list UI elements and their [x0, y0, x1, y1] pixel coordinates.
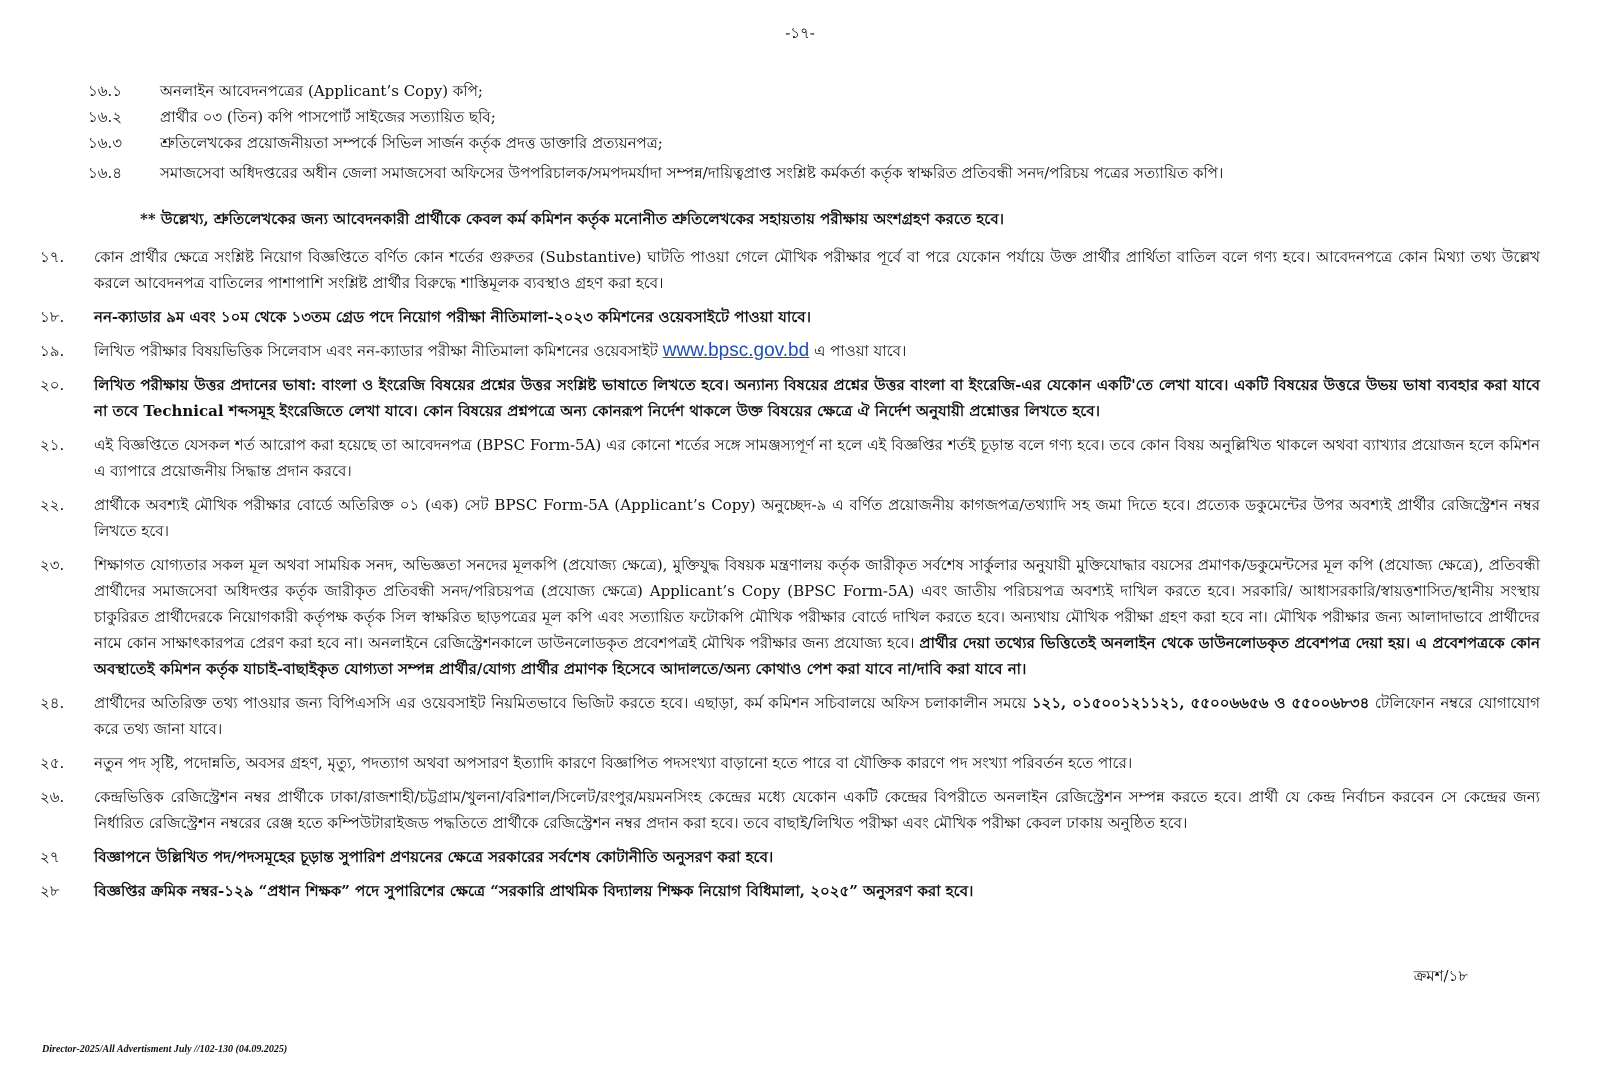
scribe-note: ** উল্লেখ্য, শ্রুতিলেখকের জন্য আবেদনকারী প্রার্থীকে কেবল কর্ম কমিশন কর্তৃক মনোনীত শ্রুতিলেখকের সহায়তায় পরীক্ষায় অংশগ্রহণ করতে হবে। [140, 210, 1005, 228]
sub-item-text: সমাজসেবা অধিদপ্তরের অধীন জেলা সমাজসেবা অফিসের উপপরিচালক/সমপদমর্যাদা সম্পন্ন/দায়িত্বপ্রাপ্ত সংশ্লিষ্ট কর্মকর্তা কর্তৃক স্বাক্ষরিত প্রতিবন্ধী সনদ/পরিচয় পত্রের সত্যায়িত কপি। [160, 164, 1224, 182]
sub-item-text: প্রার্থীর ০৩ (তিন) কপি পাসপোর্ট সাইজের সত্যায়িত ছবি; [160, 108, 496, 126]
clause-text: বিজ্ঞাপনে উল্লিখিত পদ/পদসমূহের চূড়ান্ত সুপারিশ প্রণয়নের ক্ষেত্রে সরকারের সর্বশেষ কোটানীতি অনুসরণ করা হবে। [94, 848, 774, 866]
clause-text: নন-ক্যাডার ৯ম এবং ১০ম থেকে ১৩তম গ্রেড পদে নিয়োগ পরীক্ষা নীতিমালা-২০২৩ কমিশনের ওয়েবসাইটে পাওয়া যাবে। [94, 308, 811, 326]
clause-number: ২৪. [40, 694, 65, 712]
clause-22 [40, 492, 1540, 544]
clause-number: ২৮ [40, 882, 60, 900]
clause-25 [40, 750, 1540, 776]
clause-17 [40, 244, 1540, 296]
phone-numbers: ১২১, ০১৫০০১২১১২১, ৫৫০০৬৬৫৬ ও ৫৫০০৬৮৩৪ [1031, 694, 1370, 712]
clause-number: ২০. [40, 376, 65, 394]
clause-text: প্রার্থীকে অবশ্যই মৌখিক পরীক্ষার বোর্ডে অতিরিক্ত ০১ (এক) সেট BPSC Form-5A (Applicant’s Copy) অনুচ্ছেদ-৯ এ বর্ণিত প্রয়োজনীয় কাগজপত্র/তথ্যাদি সহ জমা দিতে হবে। প্রত্যেক ডকুমেন্টের উপর অবশ্যই প্রার্থীর রেজিস্ট্রেশন নম্বর লিখতে হবে। [94, 496, 1540, 540]
sub-item-number: ১৬.৪ [88, 164, 122, 182]
clause-number: ২১. [40, 436, 65, 454]
clause-number: ১৮. [40, 308, 65, 326]
clause-18 [40, 304, 1540, 330]
clause-text-part: প্রার্থীদের অতিরিক্ত তথ্য পাওয়ার জন্য বিপিএসসি এর ওয়েবসাইট নিয়মিতভাবে ভিজিট করতে হবে। এছাড়া, কর্ম কমিশন সচিবালয়ে অফিস চলাকালীন সময়ে [94, 694, 1032, 712]
clause-text-part: এ পাওয়া যাবে। [809, 342, 907, 360]
continued-label: ক্রমশ/১৮ [1413, 967, 1468, 985]
clause-text: নতুন পদ সৃষ্টি, পদোন্নতি, অবসর গ্রহণ, মৃত্যু, পদত্যাগ অথবা অপসারণ ইত্যাদি কারণে বিজ্ঞাপিত পদসংখ্যা বাড়ানো হতে পারে বা যৌক্তিক কারণে পদ সংখ্যা পরিবর্তন হতে পারে। [94, 754, 1133, 772]
footer-reference: Director-2025/All Advertisment July //102-130 (04.09.2025) [42, 1044, 288, 1055]
sub-item [88, 132, 1528, 154]
clause-text [94, 690, 1540, 742]
clause-list [40, 244, 1540, 912]
clause-19 [40, 338, 1540, 364]
clause-28 [40, 878, 1540, 904]
clause-23 [40, 552, 1540, 682]
sub-item-list [88, 80, 1528, 188]
clause-number: ১৭. [40, 248, 65, 266]
clause-number: ২২. [40, 496, 65, 514]
sub-item-text: শ্রুতিলেখকের প্রয়োজনীয়তা সম্পর্কে সিভিল সার্জন কর্তৃক প্রদত্ত ডাক্তারি প্রত্যয়নপত্র; [160, 134, 663, 152]
clause-text [94, 552, 1540, 682]
clause-number: ১৯. [40, 342, 65, 360]
clause-text-part: শিক্ষাগত যোগ্যতার সকল মূল অথবা সাময়িক সনদ, অভিজ্ঞতা সনদের মূলকপি (প্রযোজ্য ক্ষেত্রে), মুক্তিযুদ্ধ বিষয়ক মন্ত্রণালয় কর্তৃক জারীকৃত সর্বশেষ সার্কুলার অনুযায়ী মুক্তিযোদ্ধার বয়সের প্রমাণক/ডকুমেন্টসের মূল কপি (প্রযোজ্য ক্ষেত্রে), প্রতিবন্ধী প্রার্থীদের সমাজসেবা অধিদপ্তর কর্তৃক জারীকৃত প্রতিবন্ধী সনদ/পরিচয়পত্র (প্রযোজ্য ক্ষেত্রে) Applicant’s Copy (BPSC Form-5A) এবং জাতীয় পরিচয়পত্র অবশ্যই দাখিল করতে হবে। সরকারি/ আধাসরকারি/স্বায়ত্তশাসিত/স্থানীয় সংস্থায় চাকুরিরত প্রার্থীদেরকে নিয়োগকারী কর্তৃপক্ষ কর্তৃক সিল স্বাক্ষরিত ছাড়পত্রের মূল কপি এবং সত্যায়িত ফটোকপি মৌখিক পরীক্ষার বোর্ডে দাখিল করতে হবে। অন্যথায় মৌখিক পরীক্ষা গ্রহণ করা হবে না। মৌখিক পরীক্ষার জন্য আলাদাভাবে প্রার্থীদের নামে কোন সাক্ষাৎকারপত্র প্রেরণ করা হবে না। অনলাইনে রেজিস্ট্রেশনকালে ডাউনলোডকৃত প্রবেশপত্রই মৌখিক পরীক্ষার জন্য প্রযোজ্য হবে। [94, 556, 1540, 652]
sub-item-number: ১৬.৩ [88, 134, 123, 152]
clause-text: লিখিত পরীক্ষায় উত্তর প্রদানের ভাষা: বাংলা ও ইংরেজি বিষয়ের প্রশ্নের উত্তর সংশ্লিষ্ট ভাষাতে লিখতে হবে। অন্যান্য বিষয়ের প্রশ্নের উত্তর বাংলা বা ইংরেজি-এর যেকোন একটি'তে লেখা যাবে। একটি বিষয়ের উত্তরে উভয় ভাষা ব্যবহার করা যাবে না তবে Technical শব্দসমূহ ইংরেজিতে লেখা যাবে। কোন বিষয়ের প্রশ্নপত্রে অন্য কোনরূপ নির্দেশ থাকলে উক্ত বিষয়ের ক্ষেত্রে ঐ নির্দেশ অনুযায়ী প্রশ্নোত্তর লিখতে হবে। [94, 376, 1540, 420]
clause-text-bold: প্রার্থীর দেয়া তথ্যের ভিত্তিতেই অনলাইন থেকে ডাউনলোডকৃত প্রবেশপত্র দেয়া হয়। এ প্রবেশপত্রকে কোন অবস্থাতেই কমিশন কর্তৃক যাচাই-বাছাইকৃত যোগ্যতা সম্পন্ন প্রার্থীর/যোগ্য প্রার্থীর প্রমাণক হিসেবে আদালতে/অন্য কোথাও পেশ করা যাবে না/দাবি করা যাবে না। [94, 634, 1540, 678]
clause-number: ২৩. [40, 556, 65, 574]
bpsc-website-link[interactable]: www.bpsc.gov.bd [662, 340, 810, 361]
sub-item-number: ১৬.১ [88, 82, 122, 100]
sub-item [88, 162, 1528, 184]
clause-text: কেন্দ্রভিত্তিক রেজিস্ট্রেশন নম্বর প্রার্থীকে ঢাকা/রাজশাহী/চট্টগ্রাম/খুলনা/বরিশাল/সিলেট/রংপুর/ময়মনসিংহ কেন্দ্রের মধ্যে যেকোন একটি কেন্দ্রের বিপরীতে অনলাইন রেজিস্ট্রেশন সম্পন্ন করতে হবে। প্রার্থী যে কেন্দ্র নির্বাচন করবেন সে কেন্দ্রের জন্য নির্ধারিত রেজিস্ট্রেশন নম্বরের রেঞ্জ হতে কম্পিউটারাইজড পদ্ধতিতে প্রার্থীকে রেজিস্ট্রেশন নম্বর প্রদান করা হবে। তবে বাছাই/লিখিত পরীক্ষা এবং মৌখিক পরীক্ষা কেবল ঢাকায় অনুষ্ঠিত হবে। [94, 788, 1540, 832]
clause-text: কোন প্রার্থীর ক্ষেত্রে সংশ্লিষ্ট নিয়োগ বিজ্ঞপ্তিতে বর্ণিত কোন শর্তের গুরুতর (Substantive) ঘাটতি পাওয়া গেলে মৌখিক পরীক্ষার পূর্বে বা পরে যেকোন পর্যায়ে উক্ত প্রার্থীর প্রার্থিতা বাতিল বলে গণ্য হবে। আবেদনপত্রে কোন মিথ্যা তথ্য উল্লেখ করলে আবেদনপত্র বাতিলের পাশাপাশি সংশ্লিষ্ট প্রার্থীর বিরুদ্ধে শাস্তিমূলক ব্যবস্থাও গ্রহণ করা হবে। [94, 248, 1540, 292]
clause-27 [40, 844, 1540, 870]
clause-21 [40, 432, 1540, 484]
clause-text [94, 338, 1540, 364]
sub-item-text: অনলাইন আবেদনপত্রের (Applicant’s Copy) কপি; [160, 82, 483, 100]
clause-number: ২৬. [40, 788, 65, 806]
clause-text-part: লিখিত পরীক্ষার বিষয়ভিত্তিক সিলেবাস এবং নন-ক্যাডার পরীক্ষা নীতিমালা কমিশনের ওয়েবসাইট [94, 342, 663, 360]
clause-20 [40, 372, 1540, 424]
clause-text: বিজ্ঞপ্তির ক্রমিক নম্বর-১২৯ “প্রধান শিক্ষক” পদে সুপারিশের ক্ষেত্রে “সরকারি প্রাথমিক বিদ্যালয় শিক্ষক নিয়োগ বিধিমালা, ২০২৫” অনুসরণ করা হবে। [94, 882, 974, 900]
sub-item-number: ১৬.২ [88, 108, 123, 126]
clause-number: ২৭ [40, 848, 60, 866]
page-number: -১৭- [785, 24, 815, 42]
clause-number: ২৫. [40, 754, 65, 772]
clause-24 [40, 690, 1540, 742]
sub-item [88, 80, 1528, 102]
clause-26 [40, 784, 1540, 836]
sub-item [88, 106, 1528, 128]
clause-text-part: টেলিফোন নম্বরে যোগাযোগ করে তথ্য জানা যাবে। [94, 694, 1540, 738]
clause-text: এই বিজ্ঞপ্তিতে যেসকল শর্ত আরোপ করা হয়েছে তা আবেদনপত্র (BPSC Form-5A) এর কোনো শর্তের সঙ্গে সামঞ্জস্যপূর্ণ না হলে এই বিজ্ঞপ্তির শর্তই চূড়ান্ত বলে গণ্য হবে। তবে কোন বিষয় অনুল্লিখিত থাকলে অথবা ব্যাখ্যার প্রয়োজন হলে কমিশন এ ব্যাপারে প্রয়োজনীয় সিদ্ধান্ত প্রদান করবে। [94, 436, 1540, 480]
